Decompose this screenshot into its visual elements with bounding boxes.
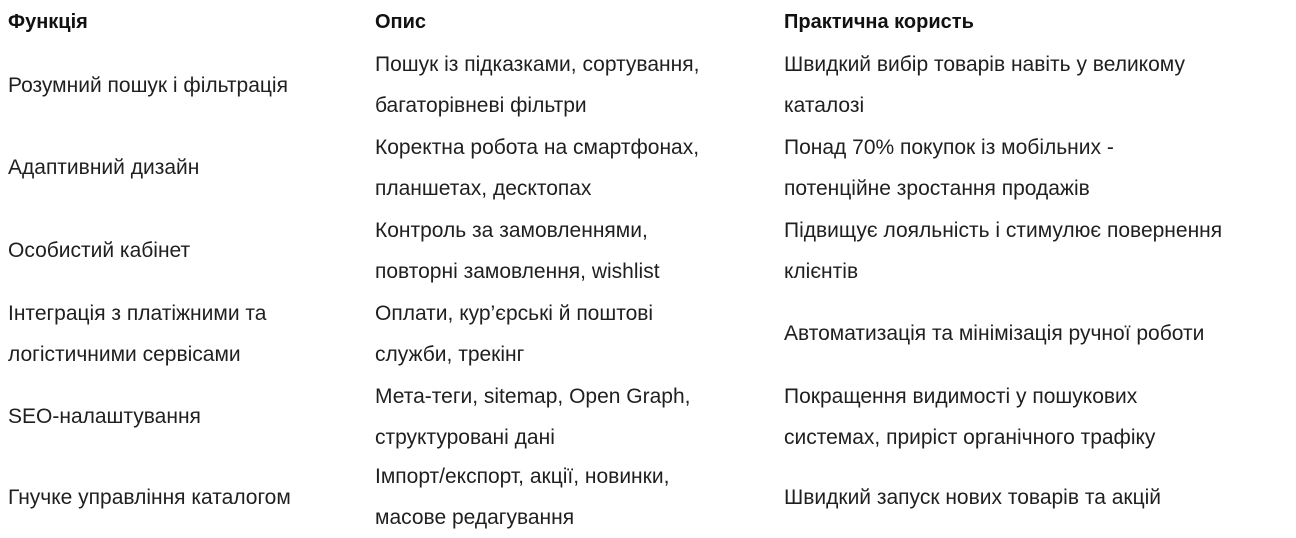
table-row <box>0 458 1296 536</box>
description-cell: Оплати, кур’єрські й поштові служби, трекінг <box>375 301 654 366</box>
description-cell: Мета-теги, sitemap, Open Graph, структуровані дані <box>375 384 691 449</box>
benefit-cell: Підвищує лояльність і стимулює повернення клієнтів <box>784 218 1223 283</box>
feature-cell: Інтеграція з платіжними та логістичними сервісами <box>8 301 267 366</box>
feature-cell: Гнучке управління каталогом <box>8 485 291 509</box>
feature-cell: SEO-налаштування <box>8 405 201 428</box>
description-cell: Контроль за замовленнями, повторні замовлення, wishlist <box>375 218 660 283</box>
benefit-cell: Швидкий запуск нових товарів та акцій <box>784 485 1162 509</box>
table-row <box>0 375 1296 458</box>
header-feature: Функція <box>8 10 88 33</box>
table-row <box>0 126 1296 209</box>
benefit-cell: Швидкий вибір товарів навіть у великому каталозі <box>784 53 1185 117</box>
table-row <box>0 209 1296 292</box>
feature-cell: Особистий кабінет <box>8 239 191 262</box>
table-row <box>0 44 1296 126</box>
header-benefit: Практична користь <box>784 10 974 33</box>
feature-cell: Адаптивний дизайн <box>8 156 200 179</box>
description-cell: Коректна робота на смартфонах, планшетах, десктопах <box>375 135 700 200</box>
table-row <box>0 292 1296 375</box>
table-header-row <box>0 0 1296 44</box>
benefit-cell: Понад 70% покупок із мобільних - потенційне зростання продажів <box>784 135 1114 200</box>
description-cell: Пошук із підказками, сортування, багаторівневі фільтри <box>375 53 700 117</box>
header-description: Опис <box>375 10 427 33</box>
benefit-cell: Покращення видимості у пошукових системах, приріст органічного трафіку <box>784 384 1156 449</box>
benefit-cell: Автоматизація та мінімізація ручної роботи <box>784 322 1205 345</box>
feature-cell: Розумний пошук і фільтрація <box>8 73 288 97</box>
description-cell: Імпорт/експорт, акції, новинки, масове редагування <box>375 465 670 529</box>
